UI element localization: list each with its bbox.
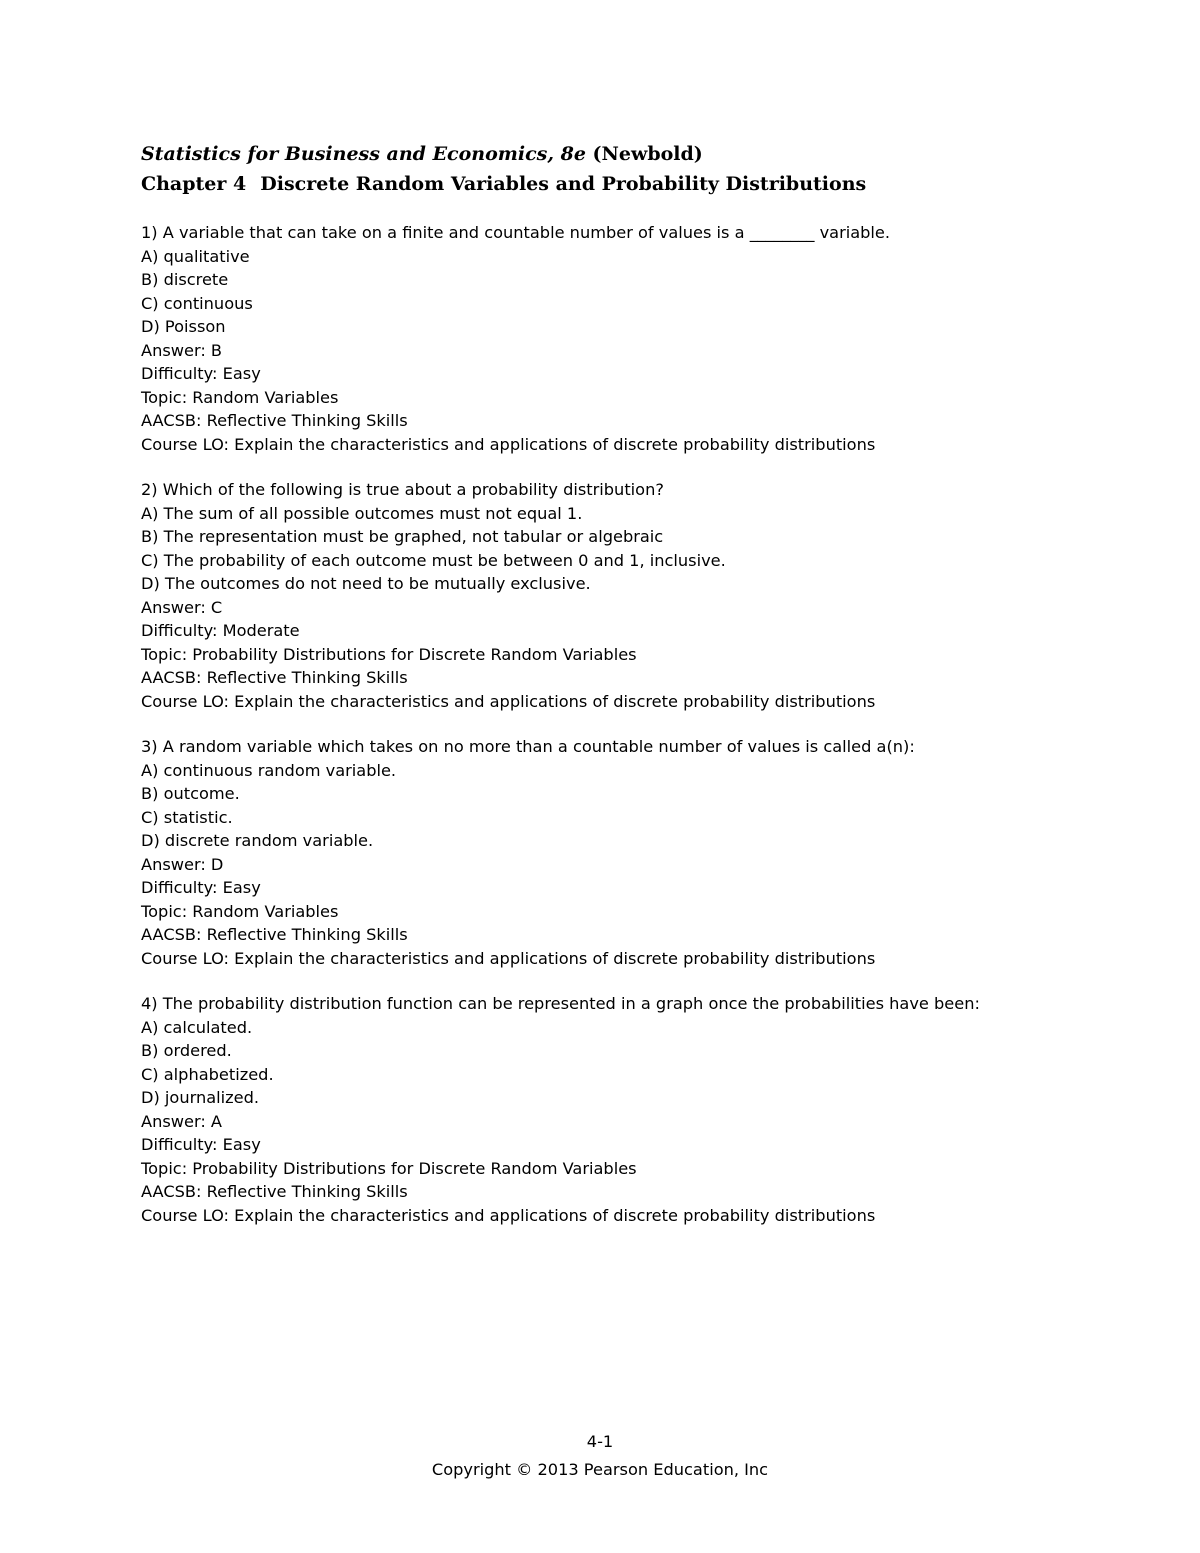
chapter-heading	[141, 169, 1101, 199]
topic-label: Topic: Probability Distributions for Discrete Random Variables	[141, 644, 637, 664]
difficulty-label: Difficulty: Moderate	[141, 621, 300, 640]
topic-label: Topic: Random Variables	[141, 901, 339, 921]
answer-option: B) discrete	[141, 270, 229, 289]
answer-option: A) The sum of all possible outcomes must not equal 1.	[141, 503, 583, 523]
answer-option: D) The outcomes do not need to be mutually exclusive.	[141, 574, 591, 593]
aacsb-label: AACSB: Reflective Thinking Skills	[141, 1182, 408, 1201]
answer-key: Answer: B	[141, 340, 223, 360]
topic-label: Topic: Random Variables	[141, 387, 339, 407]
question-stem: 2) Which of the following is true about a probability distribution?	[141, 480, 664, 499]
answer-key: Answer: D	[141, 854, 224, 874]
chapter-number: Chapter 4	[141, 173, 247, 195]
topic-label: Topic: Probability Distributions for Discrete Random Variables	[141, 1158, 637, 1178]
question-block	[141, 735, 1101, 970]
difficulty-label: Difficulty: Easy	[141, 364, 261, 383]
answer-option: A) continuous random variable.	[141, 760, 397, 780]
question-stem: 3) A random variable which takes on no more than a countable number of values is called a(n):	[141, 737, 915, 756]
answer-option: C) The probability of each outcome must be between 0 and 1, inclusive.	[141, 550, 726, 570]
copyright-notice: Copyright © 2013 Pearson Education, Inc	[431, 1460, 769, 1479]
answer-option: D) discrete random variable.	[141, 831, 374, 850]
chapter-title: Discrete Random Variables and Probability Distributions	[260, 173, 867, 195]
course-lo-label: Course LO: Explain the characteristics and applications of discrete probability distributions	[141, 948, 876, 968]
difficulty-label: Difficulty: Easy	[141, 878, 261, 897]
answer-option: C) alphabetized.	[141, 1064, 274, 1084]
answer-option: D) journalized.	[141, 1088, 260, 1107]
answer-key: Answer: C	[141, 597, 223, 617]
question-stem: 1) A variable that can take on a finite and countable number of values is a ________ variable.	[141, 223, 891, 242]
answer-option: C) continuous	[141, 293, 253, 313]
aacsb-label: AACSB: Reflective Thinking Skills	[141, 925, 408, 944]
course-lo-label: Course LO: Explain the characteristics and applications of discrete probability distributions	[141, 1205, 876, 1225]
book-author: (Newbold)	[585, 143, 703, 165]
answer-option: B) The representation must be graphed, not tabular or algebraic	[141, 527, 664, 546]
aacsb-label: AACSB: Reflective Thinking Skills	[141, 668, 408, 687]
difficulty-label: Difficulty: Easy	[141, 1135, 261, 1154]
page-number: 4-1	[586, 1432, 614, 1451]
question-list	[141, 221, 1101, 1227]
answer-option: B) outcome.	[141, 784, 240, 803]
answer-key: Answer: A	[141, 1111, 223, 1131]
answer-option: A) qualitative	[141, 246, 250, 266]
question-stem: 4) The probability distribution function can be represented in a graph once the probabilities have been:	[141, 994, 980, 1013]
question-block	[141, 992, 1101, 1227]
course-lo-label: Course LO: Explain the characteristics and applications of discrete probability distributions	[141, 691, 876, 711]
question-block	[141, 221, 1101, 456]
question-block	[141, 478, 1101, 713]
book-title-italic: Statistics for Business and Economics, 8e	[141, 143, 586, 165]
answer-option: A) calculated.	[141, 1017, 253, 1037]
document-page	[141, 139, 1101, 1227]
book-title	[141, 139, 1101, 169]
answer-option: B) ordered.	[141, 1041, 232, 1060]
aacsb-label: AACSB: Reflective Thinking Skills	[141, 411, 408, 430]
answer-option: C) statistic.	[141, 807, 233, 827]
course-lo-label: Course LO: Explain the characteristics and applications of discrete probability distributions	[141, 434, 876, 454]
answer-option: D) Poisson	[141, 317, 226, 336]
